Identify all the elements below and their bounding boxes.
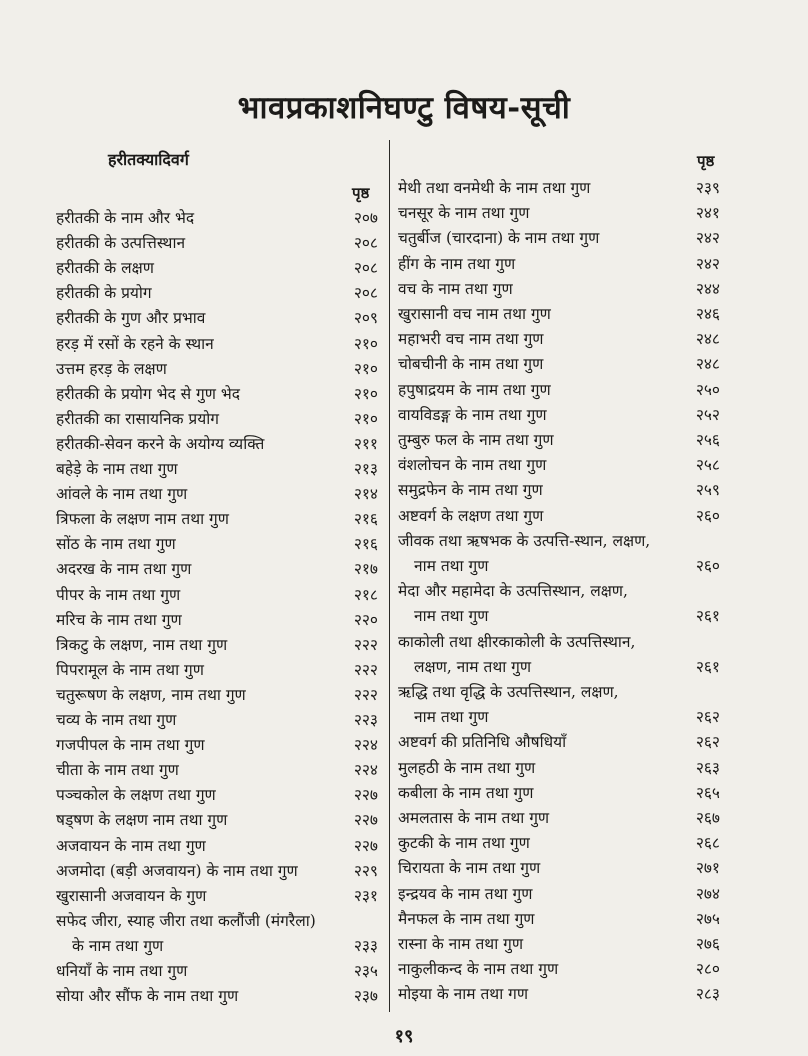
toc-entry: [398, 453, 720, 477]
toc-entry: [398, 478, 720, 502]
toc-entry-title: लक्षण, नाम तथा गुण: [414, 657, 532, 676]
toc-entry-page: २३१: [353, 886, 378, 905]
toc-entry-page: २७५: [695, 909, 720, 928]
toc-entry: [56, 633, 378, 657]
toc-entry-title: त्रिफला के लक्षण नाम तथा गुण: [56, 510, 229, 529]
toc-entry-title: चनसूर के नाम तथा गुण: [398, 204, 530, 223]
toc-entry-page: २४२: [695, 229, 720, 248]
toc-entry-page: २७४: [695, 884, 720, 903]
toc-entry: [56, 281, 378, 305]
toc-entry-page: २०७: [353, 209, 378, 227]
toc-entry-page: २१४: [353, 485, 378, 504]
toc-entry-title: आंवले के नाम तथा गुण: [56, 485, 188, 504]
toc-entry-page: २६२: [695, 708, 720, 727]
toc-entry-page: २१६: [353, 535, 378, 554]
toc-entry: [56, 557, 378, 581]
toc-entry-page: २६३: [695, 758, 720, 777]
toc-entry: [56, 206, 378, 230]
toc-entry-page: २२९: [353, 861, 378, 880]
toc-entry: [398, 302, 720, 326]
toc-entry-page: २४८: [695, 355, 720, 374]
toc-entry: [398, 226, 720, 250]
toc-entry: [398, 554, 720, 578]
section-heading: हरीतक्यादिवर्ग: [108, 150, 189, 169]
toc-entry-title: मरिच के नाम तथा गुण: [56, 610, 182, 629]
toc-entry: [56, 507, 378, 531]
toc-entry-page: २०८: [353, 259, 378, 278]
toc-entry: [398, 352, 720, 376]
toc-entry-title: नाम तथा गुण: [414, 557, 489, 575]
toc-entry: [398, 932, 720, 956]
toc-entry-page: २२०: [353, 610, 378, 629]
toc-entry-page: २७१: [695, 859, 720, 878]
page-title: भावप्रकाशनिघण्टु विषय-सूची: [237, 90, 571, 126]
toc-entry-title: जीवक तथा ऋषभक के उत्पत्ति-स्थान, लक्षण,: [398, 531, 651, 550]
toc-entry: [398, 705, 720, 729]
toc-entry-page: २४१: [695, 204, 720, 223]
toc-entry-title: हरीतकी के गुण और प्रभाव: [56, 309, 206, 328]
toc-entry-title: हरीतकी के प्रयोग: [56, 284, 152, 303]
toc-entry: [56, 231, 378, 255]
toc-entry-title: अजमोदा (बड़ी अजवायन) के नाम तथा गुण: [56, 861, 298, 880]
toc-entry-title: कबीला के नाम तथा गुण: [398, 783, 534, 802]
toc-entry: [398, 882, 720, 906]
toc-entry-title: मुलहठी के नाम तथा गुण: [398, 758, 536, 777]
toc-entry-page: २१३: [353, 460, 378, 478]
toc-entry: [56, 332, 378, 356]
toc-entry-title: मैनफल के नाम तथा गुण: [398, 909, 535, 928]
toc-entry: [56, 658, 378, 682]
toc-entry-title: हरीतकी-सेवन करने के अयोग्य व्यक्ति: [56, 434, 265, 453]
toc-entry: [56, 808, 378, 832]
toc-entry-title: नाम तथा गुण: [414, 708, 489, 727]
toc-entry: [398, 403, 720, 427]
toc-entry-title: हरड़ में रसों के रहने के स्थान: [56, 334, 214, 353]
toc-entry-page: २६७: [695, 809, 720, 827]
toc-entry: [398, 831, 720, 855]
right-page-header: पृष्ठ: [697, 152, 715, 170]
toc-entry-title: चतुर्बीज (चारदाना) के नाम तथा गुण: [398, 229, 600, 248]
toc-entry: [56, 884, 378, 908]
toc-entry: [398, 504, 720, 528]
toc-entry-page: २२७: [353, 811, 378, 830]
toc-entry-page: २४४: [695, 279, 720, 298]
toc-entry-title: मोइया के नाम तथा गण: [398, 985, 529, 1004]
toc-entry: [56, 733, 378, 757]
toc-entry-page: २१०: [353, 359, 378, 378]
toc-entry-title: काकोली तथा क्षीरकाकोली के उत्पत्तिस्थान,: [398, 632, 636, 651]
toc-entry-page: २५०: [695, 380, 720, 399]
toc-entry: [398, 378, 720, 402]
toc-entry-title: हरीतकी के उत्पत्तिस्थान: [56, 234, 186, 253]
toc-entry-title: चव्य के नाम तथा गुण: [56, 711, 177, 729]
toc-entry-page: २६१: [695, 657, 720, 676]
toc-entry-page: २२७: [353, 786, 378, 805]
toc-entry-page: २६५: [695, 783, 720, 802]
toc-entry-title: तुम्बुरु फल के नाम तथा गुण: [398, 431, 554, 449]
toc-entry-page: २८३: [695, 985, 720, 1004]
toc-entry-title: बहेड़े के नाम तथा गुण: [56, 460, 178, 478]
toc-entry: [56, 683, 378, 707]
toc-entry: [56, 934, 378, 958]
toc-entry-page: २०९: [353, 309, 378, 328]
toc-entry-title: समुद्रफेन के नाम तथा गुण: [398, 481, 543, 500]
toc-entry-title: चीता के नाम तथा गुण: [56, 761, 179, 780]
toc-entry-title: गजपीपल के नाम तथा गुण: [56, 736, 205, 755]
toc-entry-title: खुरासानी वच नाम तथा गुण: [398, 305, 551, 323]
toc-entry-title: खुरासानी अजवायन के गुण: [56, 886, 207, 905]
toc-entry-title: चोबचीनी के नाम तथा गुण: [398, 355, 544, 374]
toc-entry: [56, 532, 378, 556]
toc-entry-title: हरीतकी के लक्षण: [56, 259, 154, 278]
toc-entry-page: २३७: [353, 987, 378, 1006]
toc-entry: [56, 859, 378, 883]
toc-entry: [398, 680, 720, 704]
toc-entry-title: षड्‌षण के लक्षण नाम तथा गुण: [56, 811, 228, 830]
toc-entry: [56, 783, 378, 807]
toc-entry-page: २०८: [353, 284, 378, 303]
toc-entry: [398, 529, 720, 553]
toc-entry: [398, 982, 720, 1006]
toc-entry: [56, 959, 378, 983]
toc-entry: [56, 984, 378, 1008]
toc-entry-page: २०८: [353, 234, 378, 253]
toc-entry-page: २१६: [353, 510, 378, 529]
toc-entry-title: रास्ना के नाम तथा गुण: [398, 935, 524, 953]
toc-entry-page: २५२: [695, 405, 720, 424]
toc-entry: [56, 432, 378, 456]
toc-entry-title: हपुषाद्रयम के नाम तथा गुण: [398, 380, 551, 399]
toc-entry: [398, 428, 720, 452]
toc-entry-title: इन्द्रयव के नाम तथा गुण: [398, 884, 533, 903]
toc-entry-page: २२२: [353, 635, 378, 654]
toc-entry-title: मेदा और महामेदा के उत्पत्तिस्थान, लक्षण,: [398, 582, 628, 601]
toc-entry-title: के नाम तथा गुण: [72, 936, 164, 955]
toc-entry: [398, 856, 720, 880]
toc-entry-title: धनियाँ के नाम तथा गुण: [56, 962, 188, 980]
page-number: १९: [394, 1026, 414, 1047]
toc-entry: [398, 730, 720, 754]
toc-entry-title: नाम तथा गुण: [414, 607, 489, 626]
toc-entry-title: सोया और सौंफ के नाम तथा गुण: [56, 987, 239, 1006]
toc-entry: [56, 357, 378, 381]
toc-entry: [398, 176, 720, 200]
toc-entry-page: २४८: [695, 330, 720, 349]
toc-entry-title: अष्टवर्ग की प्रतिनिधि औषधियाँ: [398, 733, 567, 752]
toc-entry-page: २११: [353, 434, 378, 453]
toc-entry-page: २५६: [695, 431, 720, 449]
toc-entry-title: त्रिकटु के लक्षण, नाम तथा गुण: [56, 635, 228, 654]
toc-entry-page: २७६: [695, 935, 720, 953]
toc-entry-page: २४२: [695, 254, 720, 273]
toc-entry-title: पीपर के नाम तथा गुण: [56, 585, 181, 604]
toc-entry-title: हरीतकी के प्रयोग भेद से गुण भेद: [56, 384, 241, 403]
toc-entry-page: २२४: [353, 761, 378, 780]
toc-entry-title: पिपरामूल के नाम तथा गुण: [56, 660, 204, 679]
toc-entry-title: अमलतास के नाम तथा गुण: [398, 809, 550, 827]
toc-entry: [56, 482, 378, 506]
toc-entry-page: २१०: [353, 409, 378, 428]
toc-entry-page: २२२: [353, 660, 378, 679]
toc-entry-title: अजवायन के नाम तथा गुण: [56, 836, 206, 855]
toc-entry-title: महाभरी वच नाम तथा गुण: [398, 330, 544, 349]
toc-entry: [56, 306, 378, 330]
toc-entry: [398, 277, 720, 301]
toc-entry-page: २३९: [695, 179, 720, 197]
toc-entry-page: २५९: [695, 481, 720, 500]
toc-entry-title: ऋद्धि तथा वृद्धि के उत्पत्तिस्थान, लक्षण,: [398, 683, 619, 701]
toc-entry-title: पञ्चकोल के लक्षण तथा गुण: [56, 786, 216, 805]
toc-entry-title: कुटकी के नाम तथा गुण: [398, 834, 530, 853]
toc-entry: [56, 834, 378, 858]
toc-entry-page: २२७: [353, 836, 378, 855]
toc-entry-page: २१८: [353, 585, 378, 604]
toc-entry-page: २१०: [353, 334, 378, 353]
left-page-header: पृष्ठ: [352, 184, 370, 202]
toc-entry-page: २१०: [353, 384, 378, 403]
toc-entry: [398, 630, 720, 654]
toc-entry-title: वायविडङ्ग के नाम तथा गुण: [398, 405, 547, 424]
toc-entry-page: २६८: [695, 834, 720, 853]
toc-entry-title: वंशलोचन के नाम तथा गुण: [398, 456, 547, 475]
toc-entry-page: २१७: [353, 560, 378, 579]
toc-entry-title: वच के नाम तथा गुण: [398, 279, 513, 298]
toc-entry: [56, 758, 378, 782]
toc-entry-title: चिरायता के नाम तथा गुण: [398, 859, 541, 878]
toc-entry: [398, 756, 720, 780]
toc-entry: [398, 201, 720, 225]
toc-entry: [398, 604, 720, 628]
toc-entry-title: चतुरूषण के लक्षण, नाम तथा गुण: [56, 685, 246, 704]
toc-entry: [398, 806, 720, 830]
toc-entry-page: २६०: [695, 506, 720, 525]
toc-entry: [398, 327, 720, 351]
toc-entry-page: २८०: [695, 960, 720, 979]
toc-entry-page: २६१: [695, 607, 720, 626]
toc-entry-page: २६२: [695, 733, 720, 752]
toc-entry-page: २३३: [353, 936, 378, 955]
column-divider: [389, 140, 390, 1012]
toc-entry: [398, 655, 720, 679]
toc-entry-title: हरीतकी का रासायनिक प्रयोग: [56, 409, 219, 428]
toc-entry-title: नाकुलीकन्द के नाम तथा गुण: [398, 960, 559, 979]
toc-entry: [56, 708, 378, 732]
toc-entry: [56, 608, 378, 632]
toc-entry: [56, 382, 378, 406]
toc-entry-page: २२३: [353, 711, 378, 729]
toc-entry: [56, 407, 378, 431]
toc-entry-page: २३५: [353, 962, 378, 980]
toc-entry: [398, 781, 720, 805]
toc-entry: [56, 457, 378, 481]
toc-entry: [398, 252, 720, 276]
toc-entry-title: हरीतकी के नाम और भेद: [56, 209, 195, 227]
toc-entry: [56, 583, 378, 607]
toc-entry: [398, 957, 720, 981]
toc-entry-title: मेथी तथा वनमेथी के नाम तथा गुण: [398, 179, 591, 197]
toc-entry-title: उत्तम हरड़ के लक्षण: [56, 359, 167, 378]
toc-entry-title: अष्टवर्ग के लक्षण तथा गुण: [398, 506, 544, 525]
toc-entry-title: अदरख के नाम तथा गुण: [56, 560, 192, 579]
toc-entry: [398, 907, 720, 931]
toc-entry: [56, 256, 378, 280]
toc-entry-page: २६०: [695, 557, 720, 575]
toc-entry: [398, 579, 720, 603]
toc-entry-page: २५८: [695, 456, 720, 475]
toc-entry-page: २२२: [353, 685, 378, 704]
toc-entry-title: सफेद जीरा, स्याह जीरा तथा कलौंजी (मंगरैला): [56, 911, 316, 930]
toc-entry-title: सोंठ के नाम तथा गुण: [56, 535, 176, 554]
toc-entry-title: हींग के नाम तथा गुण: [398, 254, 516, 273]
toc-entry-page: २४६: [695, 305, 720, 323]
toc-entry-page: २२४: [353, 736, 378, 755]
toc-entry: [56, 909, 378, 933]
